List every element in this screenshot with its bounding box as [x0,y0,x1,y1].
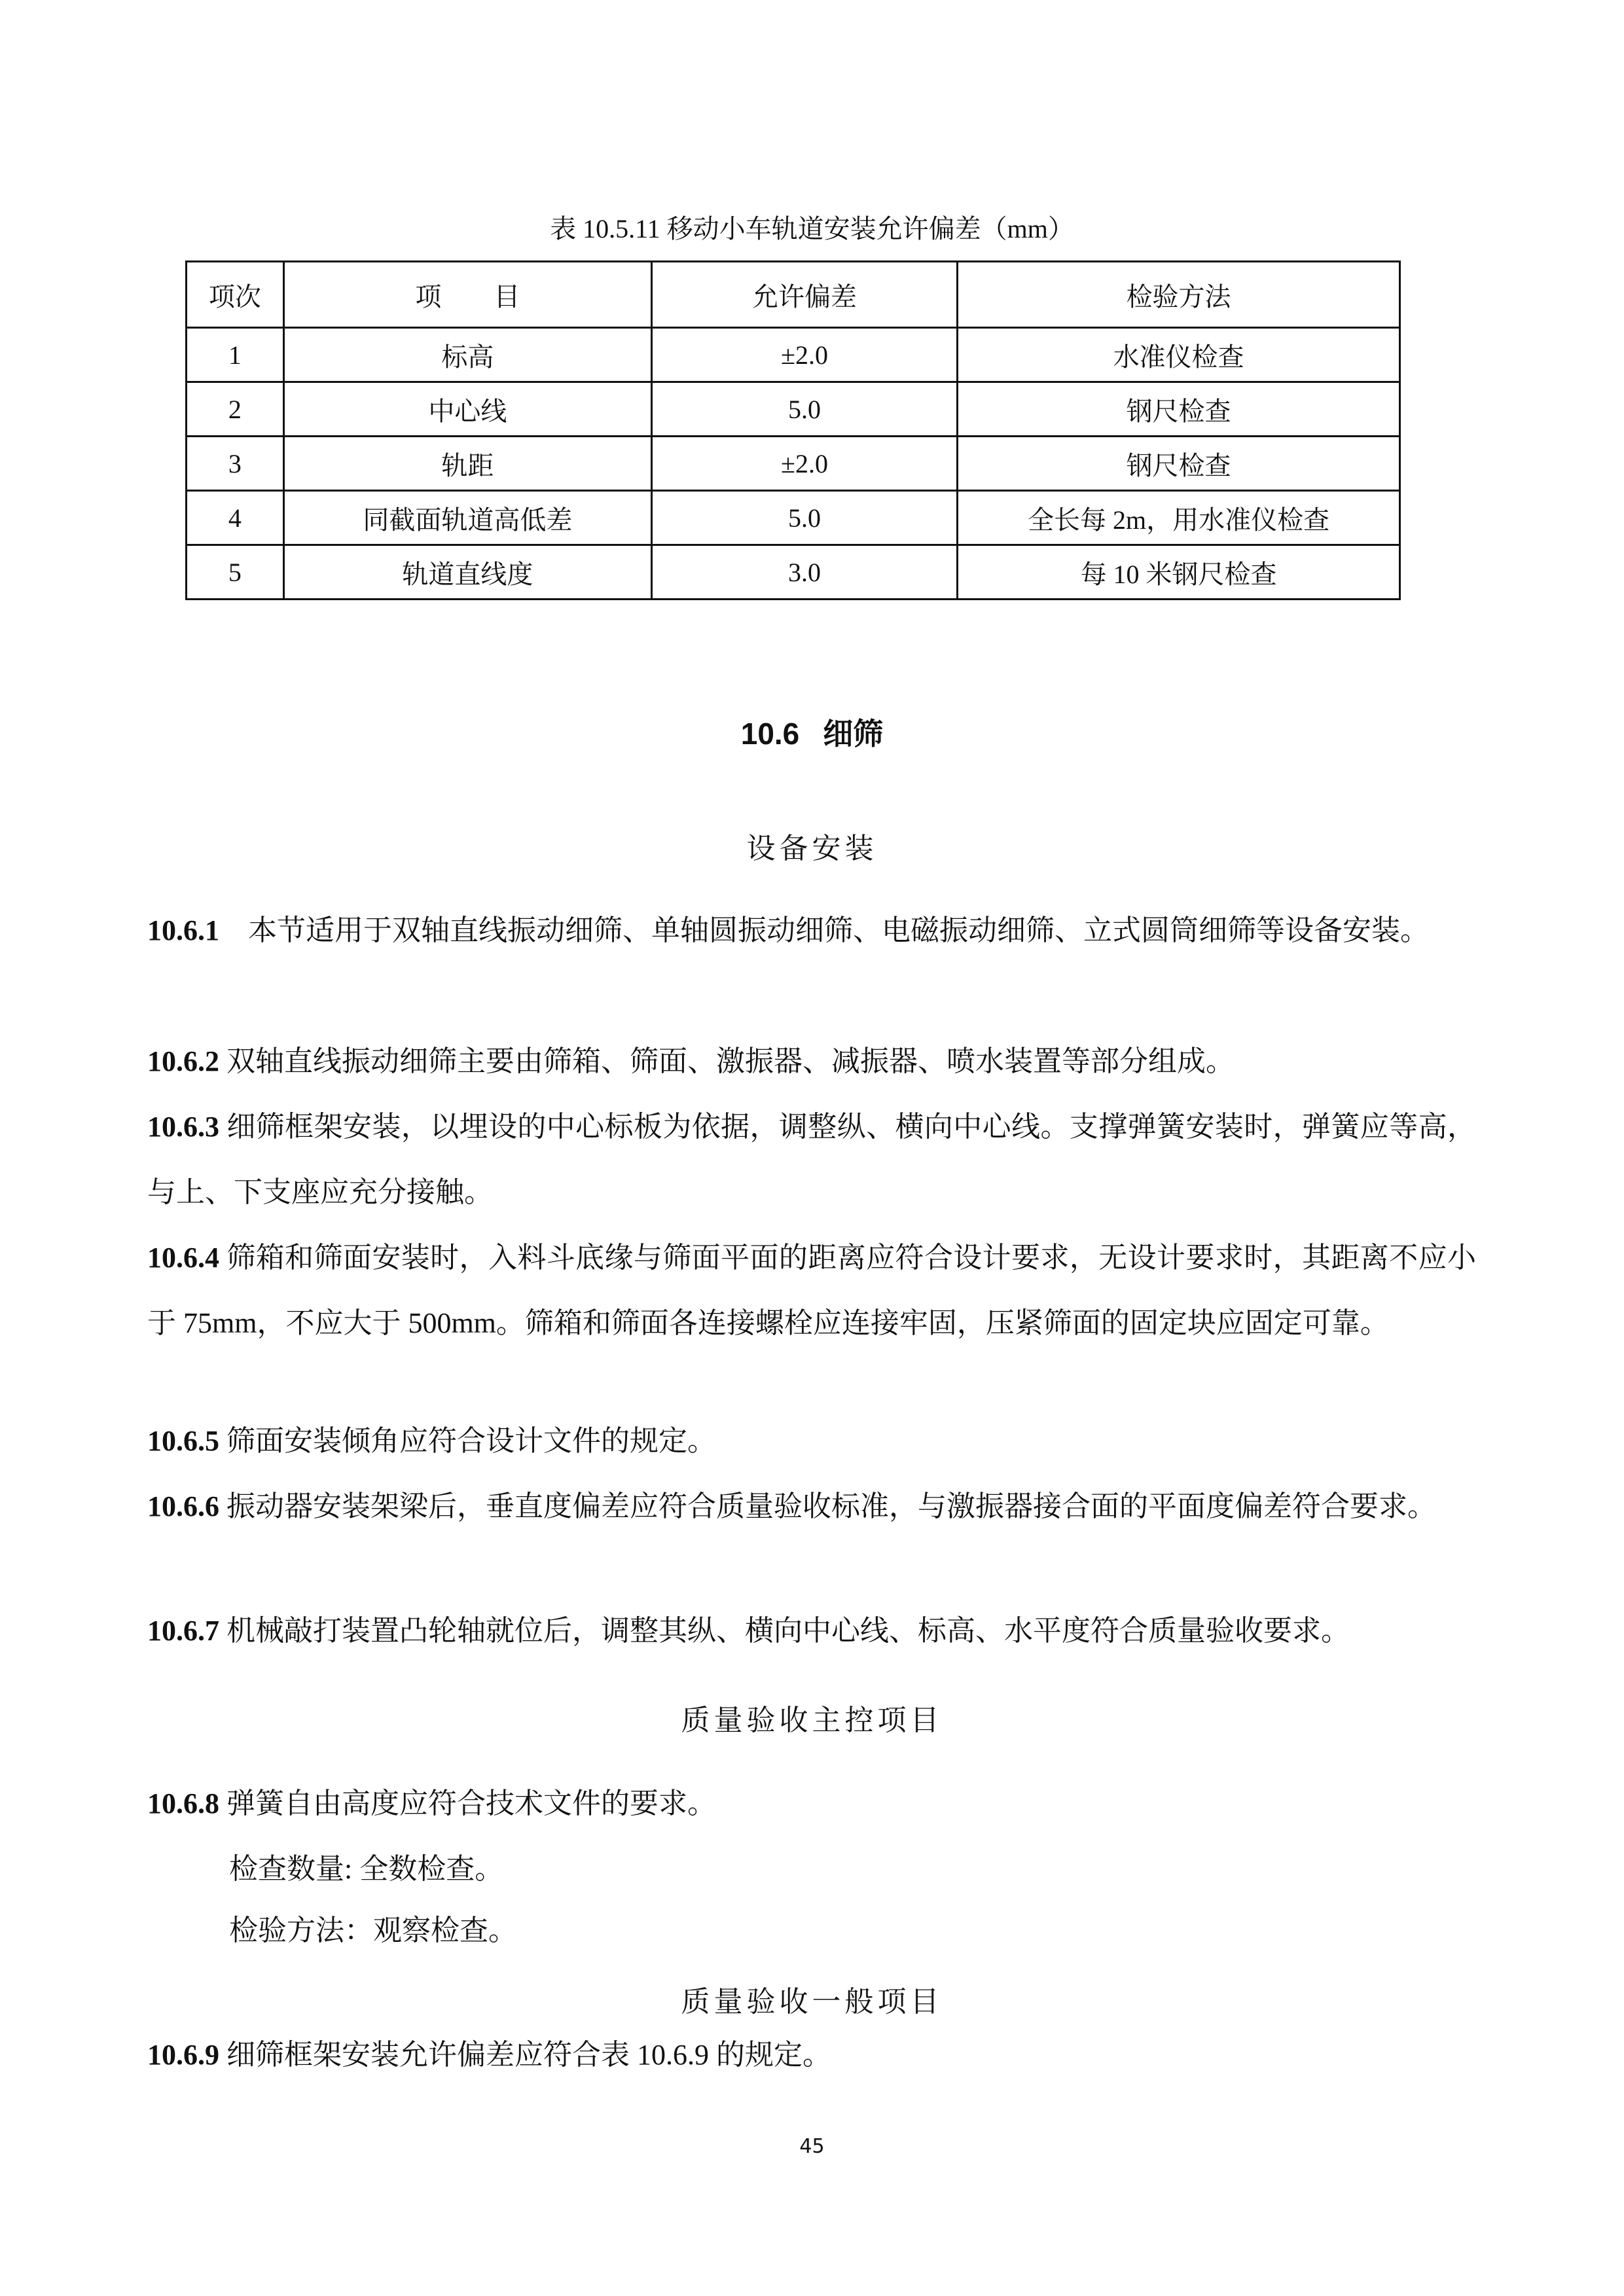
cell-method: 全长每 2m，用水准仪检查 [958,491,1400,545]
clause-10-6-8 [147,1771,1476,1837]
clause-10-6-6 [147,1474,1476,1539]
cell-method: 水准仪检查 [958,328,1400,382]
cell-index: 5 [187,545,284,600]
cell-method: 每 10 米钢尺检查 [958,545,1400,600]
header-method: 检验方法 [958,262,1400,328]
cell-item: 轨距 [283,437,651,491]
clause-number: 10.6.5 [147,1425,219,1457]
cell-index: 4 [187,491,284,545]
subhead-install: 设备安装 [746,833,878,865]
table-row [187,328,1400,382]
clause-number: 10.6.9 [147,2039,219,2071]
clause-text: 振动器安装架梁后，垂直度偏差应符合质量验收标准，与激振器接合面的平面度偏差符合要求。 [219,1490,1436,1522]
subhead-general-items: 质量验收一般项目 [681,1986,943,2018]
table-caption: 表 10.5.11 移动小车轨道安装允许偏差（mm） [550,214,1074,243]
cell-index: 2 [187,382,284,437]
cell-index: 1 [187,328,284,382]
clause-number: 10.6.4 [147,1242,219,1274]
clause-number: 10.6.7 [147,1615,219,1647]
clause-text: 弹簧自由高度应符合技术文件的要求。 [219,1787,716,1820]
table-header-row [187,262,1400,328]
clause-number: 10.6.8 [147,1787,219,1820]
clause-number: 10.6.2 [147,1045,219,1077]
cell-tolerance: 5.0 [651,491,957,545]
clause-10-6-4 [147,1225,1476,1356]
tolerance-table [185,260,1401,600]
clause-text: 细筛框架安装，以埋设的中心标板为依据，调整纵、横向中心线。支撑弹簧安装时，弹簧应等高，与上、下支座应充分接触。 [147,1111,1476,1208]
table-row [187,491,1400,545]
cell-tolerance: ±2.0 [651,437,957,491]
cell-item: 轨道直线度 [283,545,651,600]
table-row [187,382,1400,437]
clause-10-6-5 [147,1408,1476,1474]
section-title: 细筛 [823,717,884,751]
section-heading [0,710,1624,753]
section-number: 10.6 [740,717,800,751]
header-item: 项 目 [283,262,651,328]
clause-10-6-7 [147,1598,1476,1664]
clause-text: 筛面安装倾角应符合设计文件的规定。 [219,1425,716,1457]
clause-number: 10.6.3 [147,1111,219,1143]
clause-number: 10.6.1 [147,914,219,946]
header-tolerance: 允许偏差 [651,262,957,328]
cell-tolerance: 5.0 [651,382,957,437]
table-row [187,545,1400,600]
clause-10-6-1 [147,898,1476,963]
cell-index: 3 [187,437,284,491]
clause-text: 本节适用于双轴直线振动细筛、单轴圆振动细筛、电磁振动细筛、立式圆筒细筛等设备安装。 [219,914,1429,946]
subhead-main-items: 质量验收主控项目 [681,1704,943,1736]
cell-item: 中心线 [283,382,651,437]
clause-text: 细筛框架安装允许偏差应符合表 10.6.9 的规定。 [219,2039,831,2071]
clause-10-6-3 [147,1094,1476,1225]
clause-text: 筛箱和筛面安装时，入料斗底缘与筛面平面的距离应符合设计要求，无设计要求时，其距离不应小于 75mm，不应大于 500mm。筛箱和筛面各连接螺栓应连接牢固，压紧筛面的固定块应固定可靠。 [147,1242,1476,1339]
page-number: 45 [799,2135,825,2158]
cell-item: 同截面轨道高低差 [283,491,651,545]
header-index: 项次 [187,262,284,328]
clause-text: 双轴直线振动细筛主要由筛箱、筛面、激振器、减振器、喷水装置等部分组成。 [219,1045,1235,1077]
clause-10-6-2 [147,1029,1476,1094]
table-row [187,437,1400,491]
cell-method: 钢尺检查 [958,437,1400,491]
cell-method: 钢尺检查 [958,382,1400,437]
cell-item: 标高 [283,328,651,382]
cell-tolerance: ±2.0 [651,328,957,382]
clause-10-6-9 [147,2022,1476,2088]
inspection-quantity: 检查数量: 全数检查。 [229,1853,504,1885]
clause-number: 10.6.6 [147,1490,219,1522]
clause-text: 机械敲打装置凸轮轴就位后，调整其纵、横向中心线、标高、水平度符合质量验收要求。 [219,1615,1350,1647]
inspection-method: 检验方法：观察检查。 [229,1914,517,1946]
cell-tolerance: 3.0 [651,545,957,600]
